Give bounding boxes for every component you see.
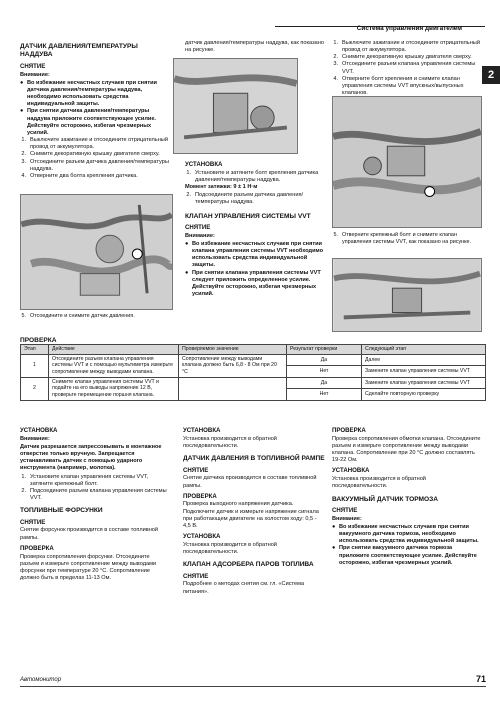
middle-install-block: [185, 158, 325, 298]
bottom-left-column: [20, 424, 170, 583]
step-item: 3. Отсоедините разъем датчика давления/температуры наддува.: [21, 158, 169, 172]
bottom-right-column: [332, 424, 482, 567]
result-cell: Нет: [287, 389, 362, 400]
step-item: 2. Снимите декоративную крышку двигателя сверху.: [21, 151, 160, 158]
value-cell: Сопротивление между выводами клапана должно быть 6,8 - 8 Ом при 20 °С: [179, 354, 287, 377]
section-heading: КЛАПАН УПРАВЛЕНИЯ СИСТЕМЫ VVT: [185, 212, 311, 220]
warning-bullet: ● Во избежание несчастных случаев при снятии датчика давления/температуры наддува, необходимо использовать средства индивидуальной защиты.: [20, 79, 157, 108]
torque-spec: Момент затяжки: 9 ± 1 Н·м: [185, 184, 258, 191]
publisher-name: Автомонитор: [20, 677, 62, 683]
body-text: Проверка сопротивления обмотки клапана. Отсоедините разъем и измерьте сопротивление между выводами клапана. Сопротивление при 20 °С должно составлять 19-22 Ом.: [332, 435, 481, 464]
step-item: 3. Отсоедините разъем клапана управления системы VVT.: [333, 61, 476, 75]
column-header: Действие: [49, 345, 179, 355]
subheading: СНЯТИЕ: [332, 506, 358, 514]
body-text: Установка производится в обратной последовательности.: [183, 435, 277, 449]
step-item: 4. Отверните болт крепления и снимите клапан управления системы VVT впускных/выпускных клапанов.: [333, 75, 464, 97]
section-title: Система управления двигателем: [356, 25, 462, 32]
sensor-closeup-drawing: [174, 59, 297, 153]
result-cell: Да: [287, 377, 362, 388]
result-cell: Да: [287, 354, 362, 365]
middle-top-column: [185, 40, 325, 55]
step-item: 2. Подсоедините разъем клапана управления системы VVT.: [21, 487, 167, 502]
subheading: СНЯТИЕ: [185, 224, 211, 232]
step-item: 4. Отверните два болта крепления датчика.: [21, 172, 138, 179]
action-cell: Снимите клапан управления системы VVT и подайте на его выводы напряжение 12 В, проверьте перемещение поршня клапана.: [49, 377, 179, 400]
body-text: Проверка выходного напряжения датчика. Подключите датчик и измерьте напряжение сигнала при работающем двигателе на холостом ходу: 0,5 - 4,5 В.: [183, 501, 319, 529]
check-table: [20, 344, 486, 401]
install-heading: УСТАНОВКА: [183, 533, 221, 541]
intro-text: датчик давления/температуры наддува, как показано на рисунке.: [185, 40, 324, 54]
column-header: Результат проверки: [287, 345, 362, 355]
result-cell: Нет: [287, 366, 362, 377]
step-item: 2. Снимите декоративную крышку двигателя сверху.: [333, 54, 472, 61]
check-heading: ПРОВЕРКА: [332, 427, 366, 434]
section-heading: ДАТЧИК ДАВЛЕНИЯ В ТОПЛИВНОЙ РАМПЕ: [183, 455, 325, 463]
next-cell: Сделайте повторную проверку: [362, 389, 486, 400]
right-top-column: [332, 40, 482, 97]
table-row: [21, 377, 486, 388]
action-cell: Отсоедините разъем клапана управления системы VVT и с помощью мультиметра измерьте сопротивление между выводами клапана.: [49, 354, 179, 377]
body-text: Установка производится в обратной последовательности.: [332, 476, 426, 490]
check-heading: ПРОВЕРКА: [20, 544, 54, 552]
column-header: Этап: [21, 345, 49, 355]
photo-caption: 5. Отсоедините и снимите датчик давления.: [21, 313, 135, 319]
body-text: Подробнее о методах снятия см. гл. «Система питания».: [183, 581, 305, 595]
next-cell: Замените клапан управления системы VVT: [362, 366, 486, 377]
body-text: Снятие датчика производится в составе топливной рампы.: [183, 475, 317, 489]
step-item: 1. Установите и затяните болт крепления датчика давления/температуры наддува.: [186, 169, 319, 183]
subheading: СНЯТИЕ: [183, 572, 209, 580]
vvt-removed-drawing: [333, 259, 481, 331]
next-cell: Замените клапан управления системы VVT: [362, 377, 486, 388]
column-header: Проверяемое значение: [179, 345, 287, 355]
section-heading: ВАКУУМНЫЙ ДАТЧИК ТОРМОЗА: [332, 495, 439, 503]
engine-photo-sensor: [20, 194, 173, 310]
body-text: Проверка сопротивления форсунки. Отсоедините разъем и измерьте сопротивление между выводами форсунки при температуре 20 °С. Сопротивление должно быть в пределах 11-13 Ом.: [20, 553, 157, 582]
attention-label: Внимание:: [20, 71, 50, 78]
subheading: СНЯТИЕ: [183, 466, 209, 474]
stage-cell: 2: [21, 377, 49, 400]
column-header: Следующий этап: [362, 345, 486, 355]
step-item: 1. Установите клапан управления системы VVT, затяните крепежный болт.: [21, 473, 149, 487]
warning-bullet: ● При снятии клапана управления системы VVT следует приложить определенное усилие. Действуйте осторожно, избегая чрезмерных усилий.: [185, 269, 321, 298]
bottom-middle-column: [183, 424, 325, 597]
step-item: 1. Выключите зажигание и отсоедините отрицательный провод от аккумулятора.: [333, 40, 480, 54]
install-heading: УСТАНОВКА: [183, 427, 221, 434]
vvt-caption: 5. Отверните крепежный болт и снимите клапан управления системы VVT, как показано на рисунке.: [333, 232, 472, 245]
attention-label: Внимание:: [332, 515, 362, 522]
install-heading: УСТАНОВКА: [20, 427, 58, 434]
step-item: 1. Выключите зажигание и отсоедините отрицательный провод от аккумулятора.: [21, 137, 168, 151]
step-item: 2. Подсоедините разъем датчика давления/температуры наддува.: [186, 192, 304, 206]
check-table-title: ПРОВЕРКА: [20, 337, 57, 344]
body-text: Установка производится в обратной последовательности.: [183, 541, 277, 556]
section-heading: ДАТЧИК ДАВЛЕНИЯ/ТЕМПЕРАТУРЫ НАДДУВА: [20, 43, 138, 59]
warning-text: Датчик разрешается запрессовывать в монтажное отверстие только вручную. Запрещается устанавливать датчик с помощью ударного инструмента (например, молотка).: [20, 443, 162, 472]
warning-bullet: ● Во избежание несчастных случаев при снятии клапана управления системы VVT необходимо использовать средства индивидуальной защиты.: [185, 240, 324, 269]
install-heading: УСТАНОВКА: [332, 467, 370, 475]
warning-bullet: ● При снятии вакуумного датчика тормоза приложите соответствующее усилие. Действуйте осторожно, избегая чрезмерных усилий.: [332, 545, 477, 566]
footer-rule: [20, 686, 486, 687]
stage-cell: 1: [21, 354, 49, 377]
page-number: 71: [475, 674, 486, 684]
install-heading: УСТАНОВКА: [185, 161, 223, 168]
vvt-photo-drawing: [333, 97, 481, 227]
subheading: СНЯТИЕ: [20, 518, 46, 526]
engine-photo-vvt-removed: [332, 258, 482, 332]
section-heading: КЛАПАН АДСОРБЕРА ПАРОВ ТОПЛИВА: [183, 561, 314, 569]
attention-label: Внимание:: [20, 435, 50, 442]
subheading: СНЯТИЕ: [20, 62, 46, 70]
next-cell: Далее: [362, 354, 486, 365]
warning-bullet: ● Во избежание несчастных случаев при снятии вакуумного датчика тормоза, необходимо использовать средства индивидуальной защиты.: [332, 523, 479, 545]
engine-photo-vvt-valve: [332, 96, 482, 228]
table-header-row: [21, 345, 486, 355]
attention-label: Внимание:: [185, 232, 215, 239]
engine-photo-drawing: [21, 195, 172, 309]
engine-photo-sensor-closeup: [173, 58, 298, 154]
warning-bullet: ● При снятии датчика давления/температуры наддува приложите соответствующее усилие. Действуйте осторожно, избегая чрезмерных усилий.: [20, 108, 156, 136]
section-heading: ТОПЛИВНЫЕ ФОРСУНКИ: [20, 507, 103, 515]
chapter-tab: 2: [482, 66, 500, 84]
table-row: [21, 354, 486, 365]
left-top-column: [20, 40, 170, 180]
check-heading: ПРОВЕРКА: [183, 492, 217, 500]
body-text: Снятие форсунок производится в составе топливной рампы.: [20, 527, 159, 541]
value-cell: [179, 377, 287, 400]
